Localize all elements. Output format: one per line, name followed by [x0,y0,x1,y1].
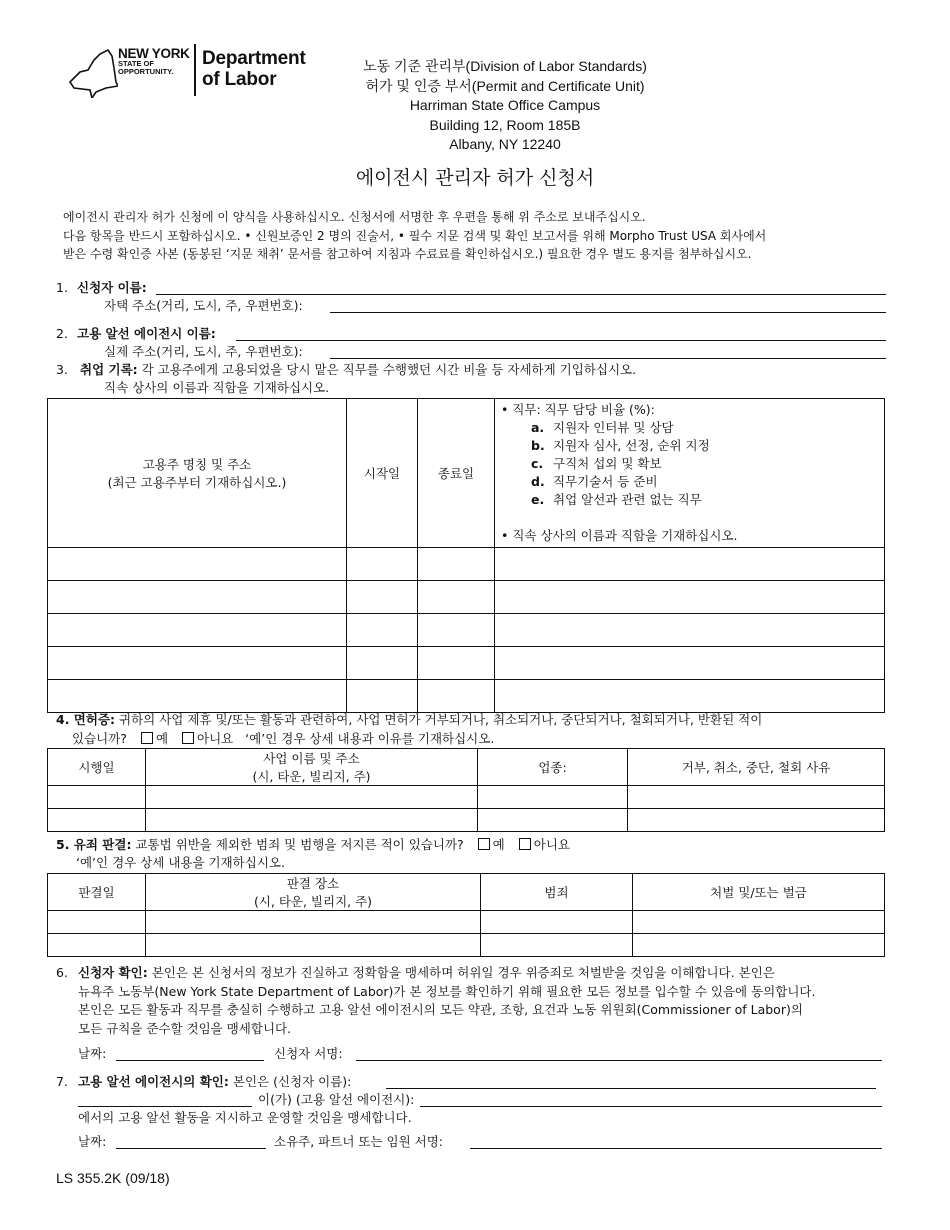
table-row [48,809,885,832]
place-header-text: 판결 장소 [286,876,340,891]
business-header-note: (시, 타운, 빌리지, 주) [252,769,371,784]
table-cell[interactable] [146,786,478,809]
table-cell[interactable] [495,581,885,614]
agency-name-field[interactable] [236,340,886,341]
q4-answer-line [72,730,494,749]
table-cell[interactable] [48,647,347,680]
q4-yes-label: 예 [155,731,169,746]
table-cell[interactable] [628,786,885,809]
table-cell[interactable] [347,647,418,680]
ny-state-wordmark [118,48,190,76]
q7-text: 본인은 (신청자 이름): [232,1074,352,1089]
q6-date-field[interactable] [116,1060,264,1061]
agency-address-field[interactable] [330,358,886,359]
q7-signature-label: 소유주, 파트너 또는 임원 서명: [274,1134,443,1149]
table-cell[interactable] [418,680,495,713]
q4-no-label: 아니요 [197,731,234,746]
table-cell[interactable] [495,548,885,581]
q2-number: 2. [56,326,68,341]
duty-item [501,419,878,437]
table-cell[interactable] [481,934,633,957]
form-instructions [63,208,893,264]
duties-heading: • 직무: 직무 담당 비율 (%): [501,402,655,417]
q3-text: 각 고용주에게 고용되었을 당시 맡은 직무를 수행했던 시간 비율 등 자세하게 기입하십시오. [141,362,637,377]
form-id: LS 355.2K (09/18) [56,1170,170,1186]
q7-date-field[interactable] [116,1148,266,1149]
duty-key: d. [531,474,545,489]
table-row [48,581,885,614]
conviction-table [47,873,885,957]
employer-header-text: 고용주 명칭 및 주소 [142,457,252,472]
instruction-line: 에이전시 관리자 허가 신청에 이 양식을 사용하십시오. 신청서에 서명한 후 우편을 통해 위 주소로 보내주십시오. [63,210,646,224]
address-line: Building 12, Room 185B [429,116,581,133]
table-cell[interactable] [48,581,347,614]
q7-oath-text: 에서의 고용 알선 활동을 지시하고 운영할 것임을 맹세합니다. [78,1110,412,1125]
table-cell[interactable] [478,786,628,809]
employment-history-table [47,398,885,713]
employer-column-header [48,399,347,548]
table-row [48,934,885,957]
table-cell[interactable] [633,934,885,957]
table-cell[interactable] [146,934,481,957]
nys-dol-logo [66,40,326,102]
agency-address [330,57,680,155]
logo-opportunity-text: OPPORTUNITY. [118,67,174,76]
ny-state-outline-icon [66,42,118,98]
q3-supervisor-note: 직속 상사의 이름과 직함을 기재하십시오. [104,380,330,395]
duty-key: a. [531,420,545,435]
table-cell[interactable] [418,614,495,647]
end-date-column-header: 종료일 [418,399,495,548]
duty-text: 지원자 심사, 선정, 순위 지정 [553,438,710,453]
penalty-header: 처벌 및/또는 벌금 [633,874,885,911]
table-cell[interactable] [418,548,495,581]
logo-department-text: Department [202,48,306,69]
business-name-header [146,749,478,786]
q5-no-label: 아니요 [533,837,570,852]
q7-statement [78,1073,351,1092]
q6-date-label: 날짜: [78,1046,107,1061]
q6-declaration [78,964,898,1038]
q1-number: 1. [56,280,68,295]
q4-no-checkbox[interactable] [182,732,194,744]
table-cell[interactable] [48,934,146,957]
duty-text: 취업 알선과 관련 없는 직무 [553,492,702,507]
q6-line: 본인은 모든 활동과 직무를 충실히 수행하고 고용 알선 에이전시의 모든 약관, 조항, 요건과 노동 위원회(Commissioner of Labor)의 [78,1002,803,1017]
table-row [48,548,885,581]
duty-key: c. [531,456,544,471]
instruction-line: 받은 수령 확인증 사본 (동봉된 ‘지문 채취’ 문서를 참고하여 지침과 수료료를 확인하십시오.) 필요한 경우 별도 용지를 첨부하십시오. [63,247,752,261]
table-cell[interactable] [633,911,885,934]
table-cell[interactable] [495,680,885,713]
q6-line [78,964,898,983]
address-line: Albany, NY 12240 [449,136,561,152]
address-line: Harriman State Office Campus [409,97,601,113]
table-cell[interactable] [418,581,495,614]
table-cell[interactable] [146,809,478,832]
duty-item [501,455,878,473]
duty-key: b. [531,438,545,453]
q3-instruction [80,361,890,380]
duty-item [501,437,878,455]
q5-details-note: ‘예’인 경우 상세 내용을 기재하십시오. [76,855,285,870]
q1-applicant-name-label: 신청자 이름: [77,280,147,295]
table-cell[interactable] [48,911,146,934]
duty-item [501,473,878,491]
q5-yes-label: 예 [492,837,505,852]
duty-text: 지원자 인터뷰 및 상담 [553,420,674,435]
table-row [48,911,885,934]
logo-state-of-text: STATE OF [118,59,154,68]
q7-applicant-name-field[interactable] [386,1088,876,1089]
duties-supervisor-note: • 직속 상사의 이름과 직함을 기재하십시오. [501,528,738,543]
table-cell[interactable] [418,647,495,680]
logo-divider [194,44,196,96]
duties-column-header [495,399,885,548]
duty-text: 직무기술서 등 준비 [553,474,658,489]
duty-key: e. [531,492,545,507]
q6-text: 본인은 본 신청서의 정보가 진실하고 정확함을 맹세하며 허위일 경우 위증죄로 처벌받을 것임을 이해합니다. 본인은 [151,965,775,980]
reason-header: 거부, 취소, 중단, 철회 사유 [628,749,885,786]
q7-agency-label: 이(가) (고용 알선 에이전시): [258,1092,415,1107]
q5-text: 교통법 위반을 제외한 범죄 및 범행을 저지른 적이 있습니까? [135,837,464,852]
place-header-note: (시, 타운, 빌리지, 주) [253,894,373,909]
instruction-line: 다음 항목을 반드시 포함하십시오. • 신원보증인 2 명의 진술서, • 필수 지문 검색 및 확인 보고서를 위해 Morpho Trust USA 회사에서 [63,228,767,243]
q1-home-address-label: 자택 주소(거리, 도시, 주, 우편번호): [104,298,303,313]
owner-signature-field[interactable] [470,1148,882,1149]
table-cell[interactable] [495,614,885,647]
duty-text: 구직처 섭외 및 확보 [553,456,662,471]
duty-item [501,491,878,509]
q2-agency-name-label: 고용 알선 에이전시 이름: [77,326,216,341]
table-cell[interactable] [481,911,633,934]
crime-header: 범죄 [481,874,633,911]
q5-conviction-label: 5. 유죄 판결: [56,837,132,852]
conviction-date-header: 판결일 [48,874,146,911]
q7-agency-confirm-label: 고용 알선 에이전시의 확인: [78,1074,229,1089]
conviction-place-header [146,874,481,911]
table-cell[interactable] [347,614,418,647]
q4-question [56,711,896,730]
q4-details-note: ‘예’인 경우 상세 내용과 이유를 기재하십시오. [245,731,495,746]
q5-yes-checkbox[interactable] [478,838,490,850]
license-table [47,748,885,832]
dol-wordmark [202,48,306,90]
q4-question-end: 있습니까? [72,731,127,746]
industry-header: 업종: [478,749,628,786]
table-cell[interactable] [48,548,347,581]
q5-no-checkbox[interactable] [519,838,531,850]
business-header-text: 사업 이름 및 주소 [263,751,360,766]
address-line: 노동 기준 관리부(Division of Labor Standards) [363,58,647,74]
table-row [48,680,885,713]
table-cell[interactable] [146,911,481,934]
q7-applicant-name-field-cont[interactable] [78,1106,252,1107]
table-cell[interactable] [48,786,146,809]
table-cell[interactable] [478,809,628,832]
table-row [48,786,885,809]
start-date-column-header: 시작일 [347,399,418,548]
q5-question [56,836,896,855]
table-cell[interactable] [495,647,885,680]
address-line: 허가 및 인증 부서(Permit and Certificate Unit) [365,77,645,94]
q4-yes-checkbox[interactable] [141,732,153,744]
table-cell[interactable] [628,809,885,832]
effective-date-header: 시행일 [48,749,146,786]
table-cell[interactable] [48,680,347,713]
applicant-name-field[interactable] [156,294,886,295]
logo-ny-text: NEW YORK [118,46,190,61]
q4-text: 귀하의 사업 제휴 및/또는 활동과 관련하여, 사업 면허가 거부되거나, 취소되거나, 중단되거나, 철회되거나, 반환된 적이 [119,712,763,727]
table-cell[interactable] [347,680,418,713]
q7-number: 7. [56,1074,68,1089]
q2-physical-address-label: 실제 주소(거리, 도시, 주, 우편번호): [104,344,303,359]
q3-number: 3. [56,362,68,377]
q4-license-label: 4. 면허증: [56,712,116,727]
q7-agency-field[interactable] [420,1106,882,1107]
q6-signature-label: 신청자 서명: [274,1046,343,1061]
table-row [48,647,885,680]
q6-line: 뉴욕주 노동부(New York State Department of Labor)가 본 정보를 확인하기 위해 필요한 모든 정보를 입수할 수 있음에 동의합니다. [78,983,816,999]
table-row [48,614,885,647]
q6-applicant-confirm-label: 신청자 확인: [78,965,148,980]
table-cell[interactable] [48,809,146,832]
table-cell[interactable] [347,581,418,614]
q6-number: 6. [56,965,68,980]
logo-of-labor-text: of Labor [202,69,277,90]
q6-line: 모든 규칙을 준수할 것임을 맹세합니다. [78,1020,292,1036]
table-cell[interactable] [48,614,347,647]
form-title: 에이전시 관리자 허가 신청서 [355,167,595,189]
home-address-field[interactable] [330,312,886,313]
table-cell[interactable] [347,548,418,581]
applicant-signature-field[interactable] [356,1060,882,1061]
q3-employment-history-label: 취업 기록: [80,362,138,377]
employer-header-note: (최근 고용주부터 기재하십시오.) [107,475,287,490]
q7-date-label: 날짜: [78,1134,107,1149]
